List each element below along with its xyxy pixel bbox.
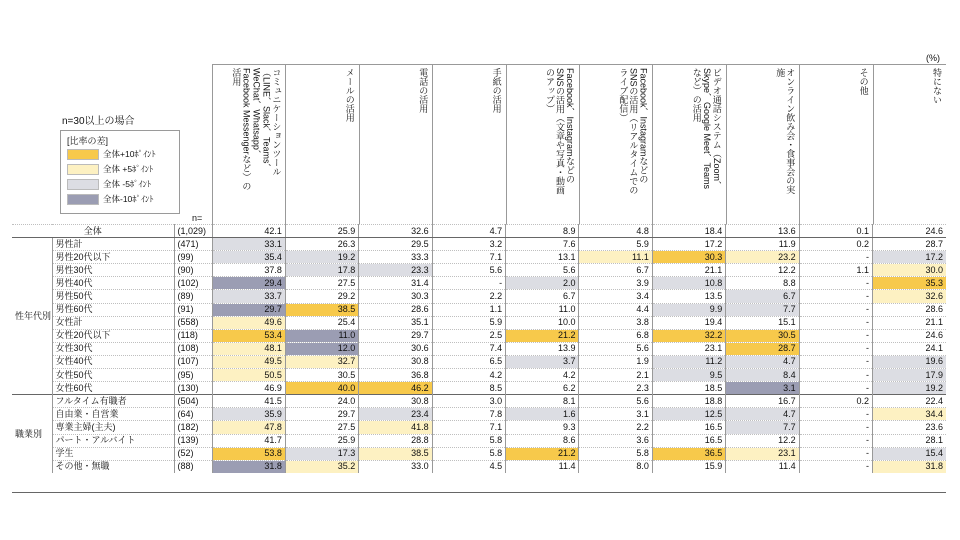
row-label: フルタイム有職者 — [52, 395, 174, 408]
legend-label: 全体+10ﾎﾟｲﾝﾄ — [103, 149, 156, 159]
value-cell: 17.2 — [652, 238, 725, 251]
value-cell: 29.4 — [212, 277, 285, 290]
value-cell: 35.2 — [285, 460, 358, 473]
value-cell: 26.3 — [285, 238, 358, 251]
column-header-label: メールの活用 — [344, 68, 355, 122]
value-cell: 25.9 — [285, 434, 358, 447]
value-cell: 6.2 — [506, 382, 579, 395]
value-cell: 18.8 — [652, 395, 725, 408]
value-cell: 30.8 — [359, 355, 432, 368]
row-label: その他・無職 — [52, 460, 174, 473]
value-cell: 4.7 — [432, 225, 505, 238]
value-cell: 37.8 — [212, 264, 285, 277]
value-cell: 18.4 — [652, 225, 725, 238]
value-cell: 23.1 — [652, 342, 725, 355]
value-cell: 25.4 — [285, 316, 358, 329]
value-cell: 31.4 — [359, 277, 432, 290]
row-n: (88) — [174, 460, 212, 473]
value-cell: 38.5 — [359, 447, 432, 460]
value-cell: 21.2 — [506, 329, 579, 342]
column-header-label: ビデオ通話システム（Zoom、 Skype、Google Meet、Teams など）の活用 — [691, 68, 722, 191]
value-cell: 3.1 — [579, 408, 652, 421]
legend-label: 全体-10ﾎﾟｲﾝﾄ — [103, 194, 154, 204]
table-row — [12, 369, 946, 382]
table-row — [12, 395, 946, 408]
value-cell: 8.8 — [726, 277, 799, 290]
column-header — [285, 64, 358, 224]
column-header-label: 手紙の活用 — [491, 68, 502, 113]
legend-item — [67, 179, 151, 190]
table-row — [12, 447, 946, 460]
value-cell: 5.9 — [579, 238, 652, 251]
value-cell: 19.6 — [873, 355, 946, 368]
value-cell: 33.0 — [359, 460, 432, 473]
value-cell: 11.0 — [506, 303, 579, 316]
value-cell: 2.2 — [432, 290, 505, 303]
value-cell: 7.4 — [432, 342, 505, 355]
value-cell: 49.5 — [212, 355, 285, 368]
value-cell: 28.7 — [873, 238, 946, 251]
value-cell: 2.1 — [579, 369, 652, 382]
value-cell: 16.5 — [652, 434, 725, 447]
value-cell: 16.5 — [652, 421, 725, 434]
value-cell: 42.1 — [212, 225, 285, 238]
row-label: 男性40代 — [52, 277, 174, 290]
row-label: 女性40代 — [52, 355, 174, 368]
value-cell: - — [799, 460, 872, 473]
column-header — [506, 64, 579, 224]
column-header-label: コミュニケーションツール （LINE、Slack、Teams、 WeChat、Whatsapp、 Facebook Messengerなど）の 活用 — [231, 68, 282, 191]
value-cell: 12.2 — [726, 264, 799, 277]
table-row — [12, 421, 946, 434]
value-cell: 13.1 — [506, 251, 579, 264]
value-cell: 7.1 — [432, 251, 505, 264]
value-cell: 31.8 — [873, 460, 946, 473]
value-cell: 28.8 — [359, 434, 432, 447]
value-cell: 18.5 — [652, 382, 725, 395]
row-n: (52) — [174, 447, 212, 460]
legend-swatch-minus10 — [67, 194, 99, 205]
row-n: (504) — [174, 395, 212, 408]
value-cell: 3.4 — [579, 290, 652, 303]
value-cell: 6.7 — [506, 290, 579, 303]
n-condition-note: n=30以上の場合 — [62, 116, 135, 127]
table-row — [12, 290, 946, 303]
value-cell: 4.4 — [579, 303, 652, 316]
value-cell: 11.1 — [579, 251, 652, 264]
value-cell: 12.2 — [726, 434, 799, 447]
row-label: 男性50代 — [52, 290, 174, 303]
value-cell: 13.6 — [726, 225, 799, 238]
value-cell: 19.2 — [873, 382, 946, 395]
row-n: (107) — [174, 355, 212, 368]
row-n: (139) — [174, 434, 212, 447]
legend-item — [67, 149, 156, 160]
column-header-label: 特にない — [931, 68, 942, 104]
table-row — [12, 316, 946, 329]
column-header-label: Facebook、Instagramなどの SNSの活用（リアルタイムでの ライブ配信） — [618, 68, 649, 195]
value-cell: 53.4 — [212, 329, 285, 342]
value-cell: 31.8 — [212, 460, 285, 473]
value-cell: 34.4 — [873, 408, 946, 421]
value-cell: 2.3 — [579, 382, 652, 395]
value-cell: 13.5 — [652, 290, 725, 303]
value-cell: 1.6 — [506, 408, 579, 421]
value-cell: 0.1 — [799, 225, 872, 238]
table-row — [12, 329, 946, 342]
value-cell: 11.4 — [726, 460, 799, 473]
value-cell: 5.6 — [579, 395, 652, 408]
column-header — [652, 64, 725, 224]
value-cell: 8.1 — [506, 395, 579, 408]
row-label: 男性計 — [52, 238, 174, 251]
value-cell: 5.9 — [432, 316, 505, 329]
value-cell: 15.4 — [873, 447, 946, 460]
column-header-label: Facebook、Instagramなどの SNSの活用（文章や写真・動画 のアップ） — [544, 68, 575, 195]
value-cell: 35.9 — [212, 408, 285, 421]
value-cell: 17.8 — [285, 264, 358, 277]
value-cell: 2.0 — [506, 277, 579, 290]
value-cell: 5.6 — [432, 264, 505, 277]
column-header — [359, 64, 432, 224]
value-cell: 33.7 — [212, 290, 285, 303]
value-cell: 12.0 — [285, 342, 358, 355]
table-row — [12, 303, 946, 316]
value-cell: 53.8 — [212, 447, 285, 460]
value-cell: - — [432, 277, 505, 290]
value-cell: 11.4 — [506, 460, 579, 473]
value-cell: 8.9 — [506, 225, 579, 238]
legend-swatch-minus5 — [67, 179, 99, 190]
row-label: 男性30代 — [52, 264, 174, 277]
legend-item — [67, 194, 154, 205]
value-cell: 11.0 — [285, 329, 358, 342]
column-header-label: 電話の活用 — [418, 68, 429, 113]
value-cell: 1.9 — [579, 355, 652, 368]
value-cell: 36.8 — [359, 369, 432, 382]
value-cell: 22.4 — [873, 395, 946, 408]
table-bottom-rule — [12, 492, 946, 493]
legend — [60, 130, 180, 214]
value-cell: - — [799, 251, 872, 264]
group-label: 職業別 — [12, 395, 52, 474]
value-cell: 7.8 — [432, 408, 505, 421]
value-cell: 5.8 — [432, 447, 505, 460]
value-cell: 28.7 — [726, 342, 799, 355]
value-cell: 49.6 — [212, 316, 285, 329]
value-cell: - — [799, 382, 872, 395]
value-cell: 24.1 — [873, 342, 946, 355]
row-n: (91) — [174, 303, 212, 316]
value-cell: 23.1 — [726, 447, 799, 460]
value-cell: 32.6 — [873, 290, 946, 303]
value-cell: 6.5 — [432, 355, 505, 368]
row-n: (95) — [174, 369, 212, 382]
value-cell: 2.5 — [432, 329, 505, 342]
value-cell: 35.1 — [359, 316, 432, 329]
value-cell: 9.9 — [652, 303, 725, 316]
row-n: (89) — [174, 290, 212, 303]
value-cell: 29.7 — [359, 329, 432, 342]
legend-swatch-plus10 — [67, 149, 99, 160]
value-cell: 6.8 — [579, 329, 652, 342]
value-cell: 4.5 — [432, 460, 505, 473]
results-table — [12, 224, 946, 473]
value-cell: - — [799, 408, 872, 421]
value-cell: 33.3 — [359, 251, 432, 264]
value-cell: 23.2 — [726, 251, 799, 264]
row-n: (130) — [174, 382, 212, 395]
value-cell: 11.2 — [652, 355, 725, 368]
row-n: (1,029) — [174, 225, 212, 238]
row-n: (558) — [174, 316, 212, 329]
value-cell: 41.7 — [212, 434, 285, 447]
group-label: 性年代別 — [12, 238, 52, 395]
value-cell: 25.9 — [285, 225, 358, 238]
value-cell: 41.5 — [212, 395, 285, 408]
legend-swatch-plus5 — [67, 164, 99, 175]
row-n: (108) — [174, 342, 212, 355]
value-cell: - — [799, 434, 872, 447]
row-label: 女性計 — [52, 316, 174, 329]
value-cell: 35.4 — [212, 251, 285, 264]
table-row — [12, 238, 946, 251]
value-cell: - — [799, 421, 872, 434]
legend-item — [67, 164, 153, 175]
value-cell: 27.5 — [285, 277, 358, 290]
value-cell: 23.3 — [359, 264, 432, 277]
row-n: (90) — [174, 264, 212, 277]
value-cell: 35.3 — [873, 277, 946, 290]
value-cell: 11.9 — [726, 238, 799, 251]
value-cell: 6.7 — [726, 290, 799, 303]
value-cell: 5.8 — [579, 447, 652, 460]
row-label: 女性20代以下 — [52, 329, 174, 342]
value-cell: 28.6 — [359, 303, 432, 316]
table-row — [12, 434, 946, 447]
value-cell: 19.4 — [652, 316, 725, 329]
value-cell: 7.1 — [432, 421, 505, 434]
legend-label: 全体 -5ﾎﾟｲﾝﾄ — [103, 179, 152, 189]
value-cell: - — [799, 329, 872, 342]
value-cell: 3.0 — [432, 395, 505, 408]
value-cell: 30.3 — [359, 290, 432, 303]
table-row — [12, 277, 946, 290]
value-cell: 7.7 — [726, 421, 799, 434]
table-row — [12, 225, 946, 238]
value-cell: - — [799, 369, 872, 382]
value-cell: 3.7 — [506, 355, 579, 368]
value-cell: 3.9 — [579, 277, 652, 290]
value-cell: 10.8 — [652, 277, 725, 290]
value-cell: 46.2 — [359, 382, 432, 395]
column-header — [799, 64, 872, 224]
value-cell: - — [799, 316, 872, 329]
value-cell: 8.4 — [726, 369, 799, 382]
value-cell: 30.6 — [359, 342, 432, 355]
table-row — [12, 408, 946, 421]
value-cell: 28.1 — [873, 434, 946, 447]
table-row — [12, 251, 946, 264]
value-cell: - — [799, 303, 872, 316]
value-cell: 23.4 — [359, 408, 432, 421]
value-cell: 4.2 — [432, 369, 505, 382]
value-cell: 7.6 — [506, 238, 579, 251]
column-header-label: オンライン飲み会・食事会の実 施 — [775, 68, 796, 194]
value-cell: 30.5 — [726, 329, 799, 342]
value-cell: 9.5 — [652, 369, 725, 382]
value-cell: - — [799, 447, 872, 460]
table-row — [12, 382, 946, 395]
value-cell: 28.6 — [873, 303, 946, 316]
value-cell: 9.3 — [506, 421, 579, 434]
value-cell: - — [799, 277, 872, 290]
value-cell: 30.0 — [873, 264, 946, 277]
value-cell: 32.2 — [652, 329, 725, 342]
value-cell: 30.5 — [285, 369, 358, 382]
value-cell: 19.2 — [285, 251, 358, 264]
value-cell: 29.7 — [285, 408, 358, 421]
value-cell: 33.1 — [212, 238, 285, 251]
value-cell: 24.6 — [873, 225, 946, 238]
value-cell: 1.1 — [799, 264, 872, 277]
value-cell: 8.5 — [432, 382, 505, 395]
value-cell: 10.0 — [506, 316, 579, 329]
value-cell: 17.9 — [873, 369, 946, 382]
value-cell: 1.1 — [432, 303, 505, 316]
value-cell: 8.6 — [506, 434, 579, 447]
value-cell: - — [799, 355, 872, 368]
value-cell: 32.6 — [359, 225, 432, 238]
value-cell: 3.1 — [726, 382, 799, 395]
unit-label: (%) — [926, 53, 940, 63]
value-cell: 0.2 — [799, 238, 872, 251]
value-cell: 5.6 — [506, 264, 579, 277]
column-header — [432, 64, 505, 224]
value-cell: 6.7 — [579, 264, 652, 277]
row-label: 男性20代以下 — [52, 251, 174, 264]
value-cell: 48.1 — [212, 342, 285, 355]
value-cell: 24.6 — [873, 329, 946, 342]
value-cell: 7.7 — [726, 303, 799, 316]
row-label: 専業主婦(主夫) — [52, 421, 174, 434]
value-cell: 3.2 — [432, 238, 505, 251]
value-cell: 15.1 — [726, 316, 799, 329]
value-cell: 17.2 — [873, 251, 946, 264]
column-header — [873, 64, 946, 224]
column-header — [212, 64, 285, 224]
value-cell: 30.3 — [652, 251, 725, 264]
row-label: パート・アルバイト — [52, 434, 174, 447]
value-cell: 38.5 — [285, 303, 358, 316]
value-cell: 13.9 — [506, 342, 579, 355]
row-label: 学生 — [52, 447, 174, 460]
row-label: 自由業・自営業 — [52, 408, 174, 421]
value-cell: 12.5 — [652, 408, 725, 421]
table-row — [12, 342, 946, 355]
row-n: (471) — [174, 238, 212, 251]
row-n: (64) — [174, 408, 212, 421]
value-cell: 3.8 — [579, 316, 652, 329]
column-header — [579, 64, 652, 224]
legend-label: 全体 +5ﾎﾟｲﾝﾄ — [103, 164, 154, 174]
row-n: (99) — [174, 251, 212, 264]
n-header: n= — [192, 213, 203, 223]
table-row — [12, 264, 946, 277]
row-n: (102) — [174, 277, 212, 290]
value-cell: - — [799, 342, 872, 355]
table-row — [12, 355, 946, 368]
value-cell: 46.9 — [212, 382, 285, 395]
value-cell: 40.0 — [285, 382, 358, 395]
value-cell: 4.7 — [726, 408, 799, 421]
value-cell: 29.5 — [359, 238, 432, 251]
row-label: 女性60代 — [52, 382, 174, 395]
value-cell: 21.1 — [873, 316, 946, 329]
value-cell: 8.0 — [579, 460, 652, 473]
value-cell: 15.9 — [652, 460, 725, 473]
table-row — [12, 460, 946, 473]
row-n: (118) — [174, 329, 212, 342]
value-cell: 41.8 — [359, 421, 432, 434]
value-cell: 4.8 — [579, 225, 652, 238]
value-cell: 0.2 — [799, 395, 872, 408]
value-cell: 4.2 — [506, 369, 579, 382]
value-cell: 27.5 — [285, 421, 358, 434]
value-cell: 17.3 — [285, 447, 358, 460]
value-cell: 21.2 — [506, 447, 579, 460]
row-label: 女性30代 — [52, 342, 174, 355]
value-cell: 23.6 — [873, 421, 946, 434]
legend-title: [比率の差] — [67, 136, 109, 146]
value-cell: 24.0 — [285, 395, 358, 408]
value-cell: 29.7 — [212, 303, 285, 316]
value-cell: 16.7 — [726, 395, 799, 408]
value-cell: 30.8 — [359, 395, 432, 408]
value-cell: 29.2 — [285, 290, 358, 303]
row-label: 男性60代 — [52, 303, 174, 316]
value-cell: 5.8 — [432, 434, 505, 447]
value-cell: 36.5 — [652, 447, 725, 460]
value-cell: 4.7 — [726, 355, 799, 368]
value-cell: 32.7 — [285, 355, 358, 368]
column-header — [726, 64, 799, 224]
value-cell: 50.5 — [212, 369, 285, 382]
column-header-label: その他 — [858, 68, 869, 95]
row-label: 女性50代 — [52, 369, 174, 382]
value-cell: 5.6 — [579, 342, 652, 355]
value-cell: 2.2 — [579, 421, 652, 434]
value-cell: 21.1 — [652, 264, 725, 277]
value-cell: 3.6 — [579, 434, 652, 447]
row-n: (182) — [174, 421, 212, 434]
value-cell: 47.8 — [212, 421, 285, 434]
row-label: 全体 — [12, 225, 174, 238]
value-cell: - — [799, 290, 872, 303]
